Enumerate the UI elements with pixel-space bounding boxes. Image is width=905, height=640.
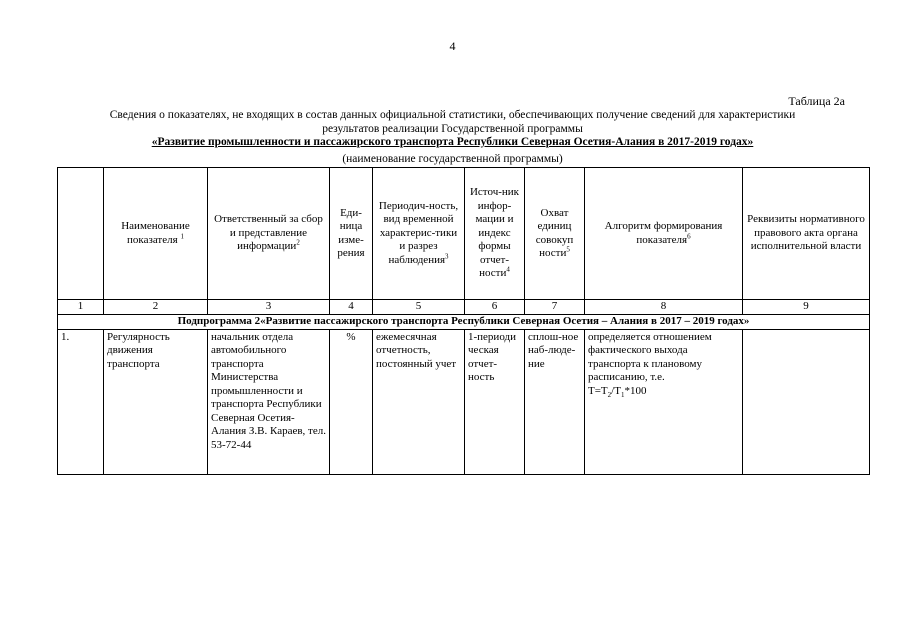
header-cell-1 (58, 168, 104, 300)
header-cell-2: Наименование показателя $^1$ (104, 168, 208, 300)
header-cell-3: Ответственный за сбор и представление информации$^2$ (208, 168, 330, 300)
responsible-person: начальник отдела автомобильного транспорта Министерства промышленности и транспорта Республики Северная Осетия-Алания З.В. Караев, тел. 53-72-44 (208, 329, 330, 474)
header-row (58, 168, 870, 300)
table-row (58, 329, 870, 474)
row-number: 1. (58, 329, 104, 474)
column-number: 1 (58, 300, 104, 315)
indicators-table (57, 167, 870, 475)
heading-line-1: Сведения о показателях, не входящих в состав данных официальной статистики, обеспечивающих получение сведений для характеристики (109, 109, 796, 121)
column-number: 4 (330, 300, 373, 315)
column-number: 5 (373, 300, 465, 315)
subprogram-title: Подпрограмма 2«Развитие пассажирского транспорта Республики Северная Осетия – Алания в 2017 – 2019 годах» (58, 314, 870, 329)
page-number: 4 (449, 39, 456, 53)
program-title: «Развитие промышленности и пассажирского транспорта Республики Северная Осетия-Алания в 2017-2019 годах» (151, 136, 754, 148)
table-heading (40, 109, 865, 150)
unit-of-measure: % (330, 329, 373, 474)
header-cell-7: Охват единиц совокуп ности$^5$ (525, 168, 585, 300)
column-number: 8 (585, 300, 743, 315)
heading-line-2: результатов реализации Государственной программы (322, 122, 583, 135)
column-number: 9 (743, 300, 870, 315)
table-label: Таблица 2а (788, 94, 845, 108)
column-number: 3 (208, 300, 330, 315)
header-cell-9: Реквизиты нормативного правового акта органа исполнительной власти (743, 168, 870, 300)
indicator-name: Регулярность движения транспорта (104, 329, 208, 474)
coverage: сплош-ное наб-люде-ние (525, 329, 585, 474)
program-caption: (наименование государственной программы) (342, 153, 563, 165)
information-source: 1-периоди ческая отчет-ность (465, 329, 525, 474)
subprogram-row (58, 314, 870, 329)
column-number-row (58, 300, 870, 315)
algorithm-text: определяется отношением фактического выхода транспорта к плановому расписанию, т.е. (588, 330, 712, 383)
column-number: 2 (104, 300, 208, 315)
header-cell-6: Источ-ник инфор-мации и индекс формы отчет-ности$^4$ (465, 168, 525, 300)
algorithm-formula: $Т=Т_2/Т_1*100$ (588, 384, 647, 399)
legal-act-requisites (743, 329, 870, 474)
algorithm (585, 329, 743, 474)
header-cell-4: Еди-ница изме-рения (330, 168, 373, 300)
header-cell-5: Периодич-ность, вид временной характерис-тики и разрез наблюдения$^3$ (373, 168, 465, 300)
periodicity: ежемесячная отчетность, постоянный учет (373, 329, 465, 474)
header-cell-8: Алгоритм формирования показателя$^6$ (585, 168, 743, 300)
column-number: 7 (525, 300, 585, 315)
column-number: 6 (465, 300, 525, 315)
